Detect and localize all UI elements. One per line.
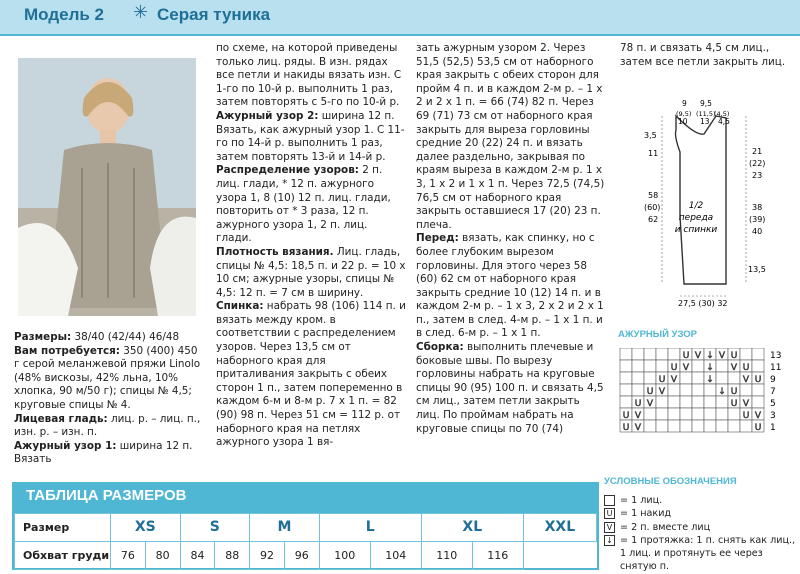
chart-cell [716, 360, 728, 372]
paragraph-heading: Сборка: [416, 341, 464, 354]
paragraph-text: ширина 12 п. Вязать [14, 439, 193, 466]
size-row-label: Размер [15, 514, 111, 542]
chart-cell [704, 396, 716, 408]
chart-cell [644, 420, 656, 432]
paragraph [216, 164, 406, 246]
chart-row-label: 1 [770, 423, 776, 433]
dim-right-3: 23 [752, 171, 763, 180]
chart-cell [716, 408, 728, 420]
chart-cell [680, 384, 692, 396]
chart-symbol: ↓ [718, 387, 726, 397]
legend-item [604, 522, 796, 535]
chart-symbol: V [646, 399, 654, 409]
chart-symbol: ↓ [706, 363, 714, 373]
paragraph-text: по схеме, на которой приведены только лиц. ряды. В изн. рядах все петли и накиды вязать изн. С 1-го по 10-й р. выполнить 1 раз, затем повторять с 5-го по 10-й р. [216, 42, 402, 109]
chart-cell [632, 360, 644, 372]
bust-cell: 100 [319, 542, 370, 570]
legend-item [604, 495, 796, 508]
dim-right-4: 38 [752, 203, 763, 212]
paragraph [620, 42, 796, 69]
chart-cell [680, 396, 692, 408]
chart-cell [692, 372, 704, 384]
legend-text: = 2 п. вместе лиц [620, 521, 711, 533]
pattern-title: АЖУРНЫЙ УЗОР [618, 329, 698, 340]
bust-cell: 110 [421, 542, 472, 570]
chart-symbol: V [742, 399, 750, 409]
chart-cell [668, 348, 680, 360]
size-cell: XXL [523, 514, 596, 542]
chart-cell [752, 396, 764, 408]
page-header [0, 0, 800, 36]
dim-top-6: 10 [678, 117, 688, 126]
chart-cell [632, 372, 644, 384]
size-cell: L [319, 514, 421, 542]
text-column-1 [14, 331, 202, 467]
chart-row-label: 13 [770, 351, 782, 361]
bust-cell: 76 [111, 542, 146, 570]
chart-cell [716, 396, 728, 408]
star-icon: ✳ [133, 2, 149, 23]
pattern-chart [618, 348, 798, 438]
chart-cell [620, 396, 632, 408]
paragraph [14, 331, 202, 345]
chart-cell [728, 372, 740, 384]
chart-symbol: V [754, 411, 762, 421]
chart-cell [656, 408, 668, 420]
paragraph [416, 42, 606, 232]
paragraph [416, 232, 606, 341]
chart-symbol: U [622, 423, 630, 433]
chart-cell [680, 420, 692, 432]
chart-cell [680, 372, 692, 384]
chart-cell [692, 408, 704, 420]
chart-symbol: V [634, 423, 642, 433]
paragraph-text: 350 (400) 450 г серой меланжевой пряжи Linolo (48% вискозы, 42% льна, 10% хлопка, 90 м/50 г); спицы № 4,5; круговые спицы № 4. [14, 344, 201, 411]
chart-cell [716, 372, 728, 384]
chart-cell [740, 420, 752, 432]
chart-symbol: V [730, 363, 738, 373]
chart-cell [704, 384, 716, 396]
chart-symbol: U [682, 351, 690, 361]
chart-cell [752, 384, 764, 396]
legend-text: = 1 накид [620, 508, 672, 520]
chart-cell [632, 384, 644, 396]
chart-row-label: 11 [770, 363, 782, 373]
dim-right-2: (22) [749, 159, 766, 168]
legend-symbol: ↓ [604, 535, 615, 546]
legend-symbol [604, 495, 615, 506]
chart-symbol: V [658, 387, 666, 397]
bust-cell: 104 [370, 542, 421, 570]
dim-top-4: (11,5) [696, 110, 716, 118]
paragraph-text: 78 п. и связать 4,5 см лиц., затем все петли закрыть лиц. [620, 42, 786, 68]
chart-cell [620, 372, 632, 384]
chart-cell [656, 360, 668, 372]
chart-row-label: 7 [770, 387, 776, 397]
paragraph [14, 440, 202, 467]
paragraph-heading: Вам потребуется: [14, 344, 120, 357]
chart-cell [620, 360, 632, 372]
legend-symbol: U [604, 508, 615, 519]
chart-symbol: V [694, 351, 702, 361]
bust-row-label: Обхват груди [15, 542, 111, 570]
chart-symbol: U [754, 423, 762, 433]
dim-top-5: (4,5) [714, 110, 730, 118]
size-cell: XL [421, 514, 523, 542]
chart-symbol: U [742, 411, 750, 421]
chart-cell [620, 384, 632, 396]
paragraph-text: набрать 98 (106) 114 п. и вязать между кром. в соответствии с распределением узоров. Через 13,5 см от наборного края для приталивания закрыть с обеих сторон 1 п., затем попеременно в каждом 6-м и 8-м р. 7 х 1 п. = 82 (90) 98 п. Через 51 см = 112 р. от наборного края на петлях ажурного узора 1 вя- [216, 300, 406, 449]
chart-cell [704, 408, 716, 420]
dim-bottom: 27,5 (30) 32 [678, 299, 728, 308]
chart-cell [668, 384, 680, 396]
paragraph [216, 300, 406, 450]
diagram-center-3: и спинки [674, 225, 718, 235]
dim-top-7: 13 [700, 117, 710, 126]
chart-symbol: U [730, 387, 738, 397]
dim-right-1: 21 [752, 147, 763, 156]
page-title: Серая туника [157, 5, 271, 24]
bust-cell: 80 [145, 542, 180, 570]
chart-cell [716, 420, 728, 432]
chart-symbol: U [646, 387, 654, 397]
bust-cell: 92 [250, 542, 285, 570]
paragraph-text: ширина 12 п. Вязать, как ажурный узор 1. С 11-го по 14-й р. выполнить 1 раз, затем повторять 13-й и 14-й р. [216, 109, 405, 163]
text-column-2 [216, 42, 406, 450]
chart-cell [680, 408, 692, 420]
paragraph-heading: Перед: [416, 232, 459, 245]
dim-left-4: (60) [644, 203, 661, 212]
chart-cell [692, 396, 704, 408]
tunic-photo-illustration [18, 58, 196, 316]
size-table [12, 482, 599, 570]
paragraph [216, 110, 406, 164]
paragraph-heading: Распределение узоров: [216, 164, 359, 177]
chart-cell [668, 420, 680, 432]
size-table-title: ТАБЛИЦА РАЗМЕРОВ [14, 484, 597, 513]
chart-cell [752, 360, 764, 372]
chart-cell [728, 408, 740, 420]
size-cell: S [180, 514, 250, 542]
chart-cell [752, 348, 764, 360]
bust-cell: 84 [180, 542, 215, 570]
paragraph-heading: Ажурный узор 2: [216, 109, 319, 122]
paragraph [216, 42, 406, 110]
bust-cell: 96 [284, 542, 319, 570]
chart-cell [728, 420, 740, 432]
legend-text: = 1 лиц. [620, 494, 663, 506]
chart-symbol: V [682, 363, 690, 373]
paragraph [416, 341, 606, 436]
chart-symbol: V [634, 411, 642, 421]
size-cell: XS [111, 514, 181, 542]
chart-symbol: V [718, 351, 726, 361]
chart-cell [656, 348, 668, 360]
legend-text: = 1 протяжка: 1 п. снять как лиц., 1 лиц. и протянуть ее через снятую п. [620, 535, 796, 572]
dim-top-8: 4,5 [718, 117, 730, 126]
legend-item [604, 508, 796, 521]
legend [604, 476, 796, 574]
chart-cell [740, 348, 752, 360]
paragraph [216, 246, 406, 300]
paragraph-heading: Спинка: [216, 300, 264, 313]
chart-row-label: 9 [770, 375, 776, 385]
chart-cell [644, 408, 656, 420]
chart-cell [704, 420, 716, 432]
legend-title: УСЛОВНЫЕ ОБОЗНАЧЕНИЯ [604, 476, 737, 487]
bust-cell: 116 [472, 542, 523, 570]
chart-cell [644, 360, 656, 372]
text-column-4 [620, 42, 796, 69]
chart-cell [632, 348, 644, 360]
paragraph [14, 345, 202, 413]
chart-symbol: U [670, 363, 678, 373]
dim-left-5: 62 [648, 215, 659, 224]
chart-cell [620, 348, 632, 360]
diagram-center-1: 1/2 [688, 201, 704, 211]
model-label: Модель 2 [24, 5, 104, 24]
chart-cell [692, 360, 704, 372]
chart-cell [644, 348, 656, 360]
bust-cell: 88 [215, 542, 250, 570]
chart-symbol: U [730, 399, 738, 409]
chart-symbol: U [622, 411, 630, 421]
chart-row-label: 3 [770, 411, 776, 421]
chart-cell [692, 420, 704, 432]
chart-symbol: ↓ [706, 375, 714, 385]
chart-cell [668, 396, 680, 408]
paragraph [14, 413, 202, 440]
chart-symbol: U [658, 375, 666, 385]
size-cell: M [250, 514, 320, 542]
paragraph-text: вязать, как спинку, но с более глубоким вырезом горловины. Для этого через 58 (60) 62 см от наборного края закрыть средние 10 (12) 14 п. и в каждом 2-м р. – 1 х 3, 2 х 2 и 2 х 1 п., затем в след. 4-м р. – 1 х 1 п. и в след. 6-м р. – 1 х 1 п. [416, 232, 604, 340]
chart-symbol: U [742, 363, 750, 373]
paragraph-text: выполнить плечевые и боковые швы. По вырезу горловины набрать на круговые спицы 90 (95) 100 п. и связать 4,5 см лиц., затем петли закрыть лиц. По проймам набрать на круговые спицы по 70 (74) [416, 341, 604, 435]
dim-right-6: 40 [752, 227, 763, 236]
dim-right-7: 13,5 [748, 265, 766, 274]
paragraph-heading: Ажурный узор 1: [14, 439, 117, 452]
chart-cell [656, 396, 668, 408]
model-photo [18, 58, 196, 316]
chart-cell [668, 408, 680, 420]
dim-right-5: (39) [749, 215, 766, 224]
dim-left-2: 11 [648, 149, 659, 158]
paragraph-text: 38/40 (42/44) 46/48 [71, 331, 180, 343]
chart-symbol: V [670, 375, 678, 385]
dim-left-3: 58 [648, 191, 659, 200]
chart-symbol: U [730, 351, 738, 361]
paragraph-text: Лиц. гладь, спицы № 4,5: 18,5 п. и 22 р. = 10 х 10 см; ажурные узоры, спицы № 4,5: 12 п. = 7 см в ширину. [216, 245, 406, 299]
legend-item [604, 535, 796, 573]
chart-symbol: V [742, 375, 750, 385]
dim-left-1: 3,5 [644, 131, 657, 140]
chart-cell [656, 420, 668, 432]
legend-symbol: V [604, 522, 615, 533]
paragraph-heading: Плотность вязания. [216, 245, 334, 258]
chart-cell [644, 372, 656, 384]
pattern-diagram [620, 96, 796, 314]
chart-cell [740, 384, 752, 396]
diagram-center-2: переда [678, 213, 714, 223]
paragraph-heading: Лицевая гладь: [14, 412, 108, 425]
paragraph-text: 2 п. лиц. глади, * 12 п. ажурного узора 1, 8 (10) 12 п. лиц. глади, повторить от * 3 раза, 12 п. ажурного узора 1, 2 п. лиц. глади. [216, 164, 391, 245]
paragraph-heading: Размеры: [14, 331, 72, 343]
dim-top-1: 9 [682, 99, 687, 108]
dim-top-2: 9,5 [700, 99, 712, 108]
chart-cell [692, 384, 704, 396]
dim-top-3: (9,5) [676, 110, 692, 118]
text-column-3 [416, 42, 606, 436]
chart-row-label: 5 [770, 399, 776, 409]
chart-symbol: ↓ [706, 351, 714, 361]
paragraph-text: лиц. р. – лиц. п., изн. р. – изн. п. [14, 412, 201, 439]
chart-symbol: U [754, 375, 762, 385]
paragraph-text: зать ажурным узором 2. Через 51,5 (52,5) 53,5 см от наборного края закрыть с обеих сторон для пройм 4 п. и в каждом 2-м р. – 1 х 2 и 2 х 1 п. = 66 (74) 82 п. Через 69 (71) 73 см от наборного края закрыть для выреза горловины средние 20 (22) 24 п. и вязать далее раздельно, закрывая по краям выреза в каждом 2-м р. 1 х 3, 1 х 2 и 1 х 1 п. Через 72,5 (74,5) 76,5 см от наборного края закрыть оставшиеся 17 (20) 23 п. плеча. [416, 42, 605, 231]
chart-symbol: U [634, 399, 642, 409]
